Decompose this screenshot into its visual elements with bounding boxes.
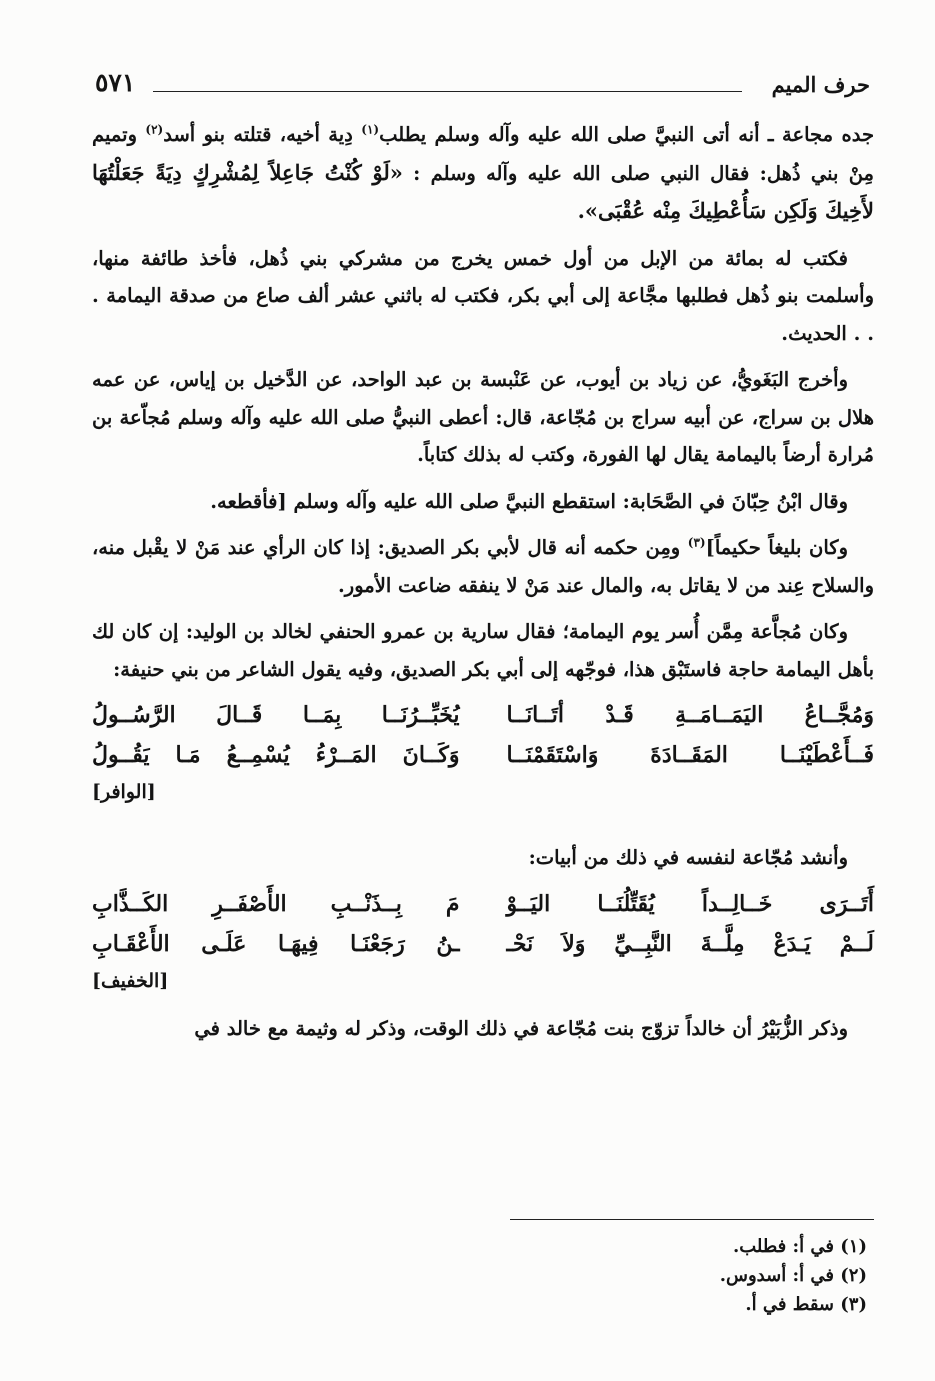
paragraph: جده مجاعة ـ أنه أتى النبيَّ صلى الله عليه وآله وسلم يطلب$^{(١)}$ دِية أخيه، قتلته بنو أسد$^{(٢)}$ وتميم مِنْ بني ذُهل: فقال النبي صلى الله عليه وآله وسلم : «لَوْ كُنْتُ جَاعِلاً لِمُشْرِكٍ دِيَةً جَعَلْتُهَا لأَخِيكَ وَلَكِن سَأُعْطِيكَ مِنْه عُقْبَى». <box>92 122 874 223</box>
running-header <box>95 66 870 106</box>
header-rule <box>153 91 742 92</box>
hemistich-right: لَــمْ يَـدَعْ مِلَّــةَ النَّبِــيِّ وَلاَ نَحْـ <box>506 930 874 957</box>
footnote-ref: (٢) <box>145 122 164 137</box>
hemistich-left: ـنُ رَجَعْنَـا فِيهَـا عَلَـى الأَعْقَـابِ <box>92 930 460 957</box>
verse <box>92 737 874 777</box>
footnotes <box>567 1232 867 1319</box>
hemistich-left: وَكَــانَ المَــرْءُ يُسْمِــعُ مَـا يَقُــولُ <box>92 742 460 768</box>
chapter-title: حرف الميم <box>771 72 870 97</box>
hadith-quote: «لَوْ كُنْتُ جَاعِلاً لِمُشْرِكٍ دِيَةً جَعَلْتُهَا لأَخِيكَ وَلَكِن سَأُعْطِيكَ مِنْه عُقْبَى». <box>92 159 874 223</box>
paragraph: وقال ابْنُ حِبّانَ في الصَّحَابة: استقطع النبيَّ صلى الله عليه وآله وسلم [فأقطعه. <box>210 489 848 513</box>
verse <box>92 697 874 737</box>
hemistich-left: يُخَبِّــرُنَــا بِمَــا قَــالَ الرَّسُــولُ <box>92 702 460 728</box>
poem <box>92 697 874 811</box>
footnote-ref: (١) <box>361 122 380 137</box>
paragraph: وأنشد مُجّاعة لنفسه في ذلك من أبيات: <box>528 846 848 869</box>
paragraph: وكان بليغاً حكيماً]$^{(٣)}$ ومِن حكمه أنه قال لأبي بكر الصديق: إذا كان الرأي عند مَنْ لا يقْبل منه، والسلاح عِند من لا يقاتل به، والمال عند مَنْ لا ينفقه ضاعت الأمور. <box>92 535 874 597</box>
hemistich-right: وَمُجَّــاعُ اليَمَــامَــةِ قَـدْ أتَــانَــا <box>506 702 874 728</box>
poem <box>92 886 874 1000</box>
verse <box>92 926 874 966</box>
paragraph: وأخرج البَغَويُّ، عن زياد بن أيوب، عن عَنْبسة بن عبد الواحد، عن الدَّخيل بن إياس، عن عمه هلال بن سراج، عن أبيه سراج بن مُجّاعة، قال: أعطى النبيُّ صلى الله عليه وآله وسلم مُجاّعة بن مُرارة أرضاً باليمامة يقال لها الفورة، وكتب له بذلك كتاباً. <box>92 368 874 466</box>
hemistich-right: أَتَــرَى خَــالِــداً يُقَتِّلُنَــا اليَــوْ <box>506 890 874 917</box>
footnote: (٢) في أ: أسدوس. <box>719 1265 867 1286</box>
paragraph: وكان مُجاَّعة مِمَّن أُسر يوم اليمامة؛ فقال سارية بن عمرو الحنفي لخالد بن الوليد: إن كان لك بأهل اليمامة حاجة فاستَبْق هذا، فوجّهه إلى أبي بكر الصديق، وفيه يقول الشاعر من بني حنيفة: <box>92 620 874 681</box>
meter-label: [الوافر] <box>92 781 156 803</box>
meter-label: [الخفيف] <box>92 969 169 992</box>
footnote: (١) في أ: فطلب. <box>732 1236 867 1257</box>
paragraph: وذكر الزُّبَيْرُ أن خالداً تزوّج بنت مُجّاعة في ذلك الوقت، وذكر له وثيمة مع خالد في <box>194 1016 848 1040</box>
footnote: (٣) سقط في أ. <box>745 1294 867 1315</box>
verse <box>92 886 874 926</box>
hemistich-right: فَــأَعْطَيْنَــا المَقَــادَةَ وَاسْتَقَمْنَــا <box>506 742 874 768</box>
footnote-rule <box>510 1219 874 1220</box>
hemistich-left: مَ بِــذَنْــبِ الأَصْفَــرِ الكَــذَّابِ <box>92 890 460 917</box>
main-text <box>92 116 874 1056</box>
footnote-ref: (٣) <box>687 535 706 550</box>
paragraph: فكتب له بمائة من الإبل من أول خمس يخرج من مشركي بني ذُهل، فأخذ طائفة منها، وأسلمت بنو ذُهل فطلبها مجَّاعة إلى أبي بكر، فكتب له باثني عشر ألف صاع من صدقة اليمامة . . . الحديث. <box>92 246 874 345</box>
page-number: ٥٧١ <box>95 68 136 97</box>
